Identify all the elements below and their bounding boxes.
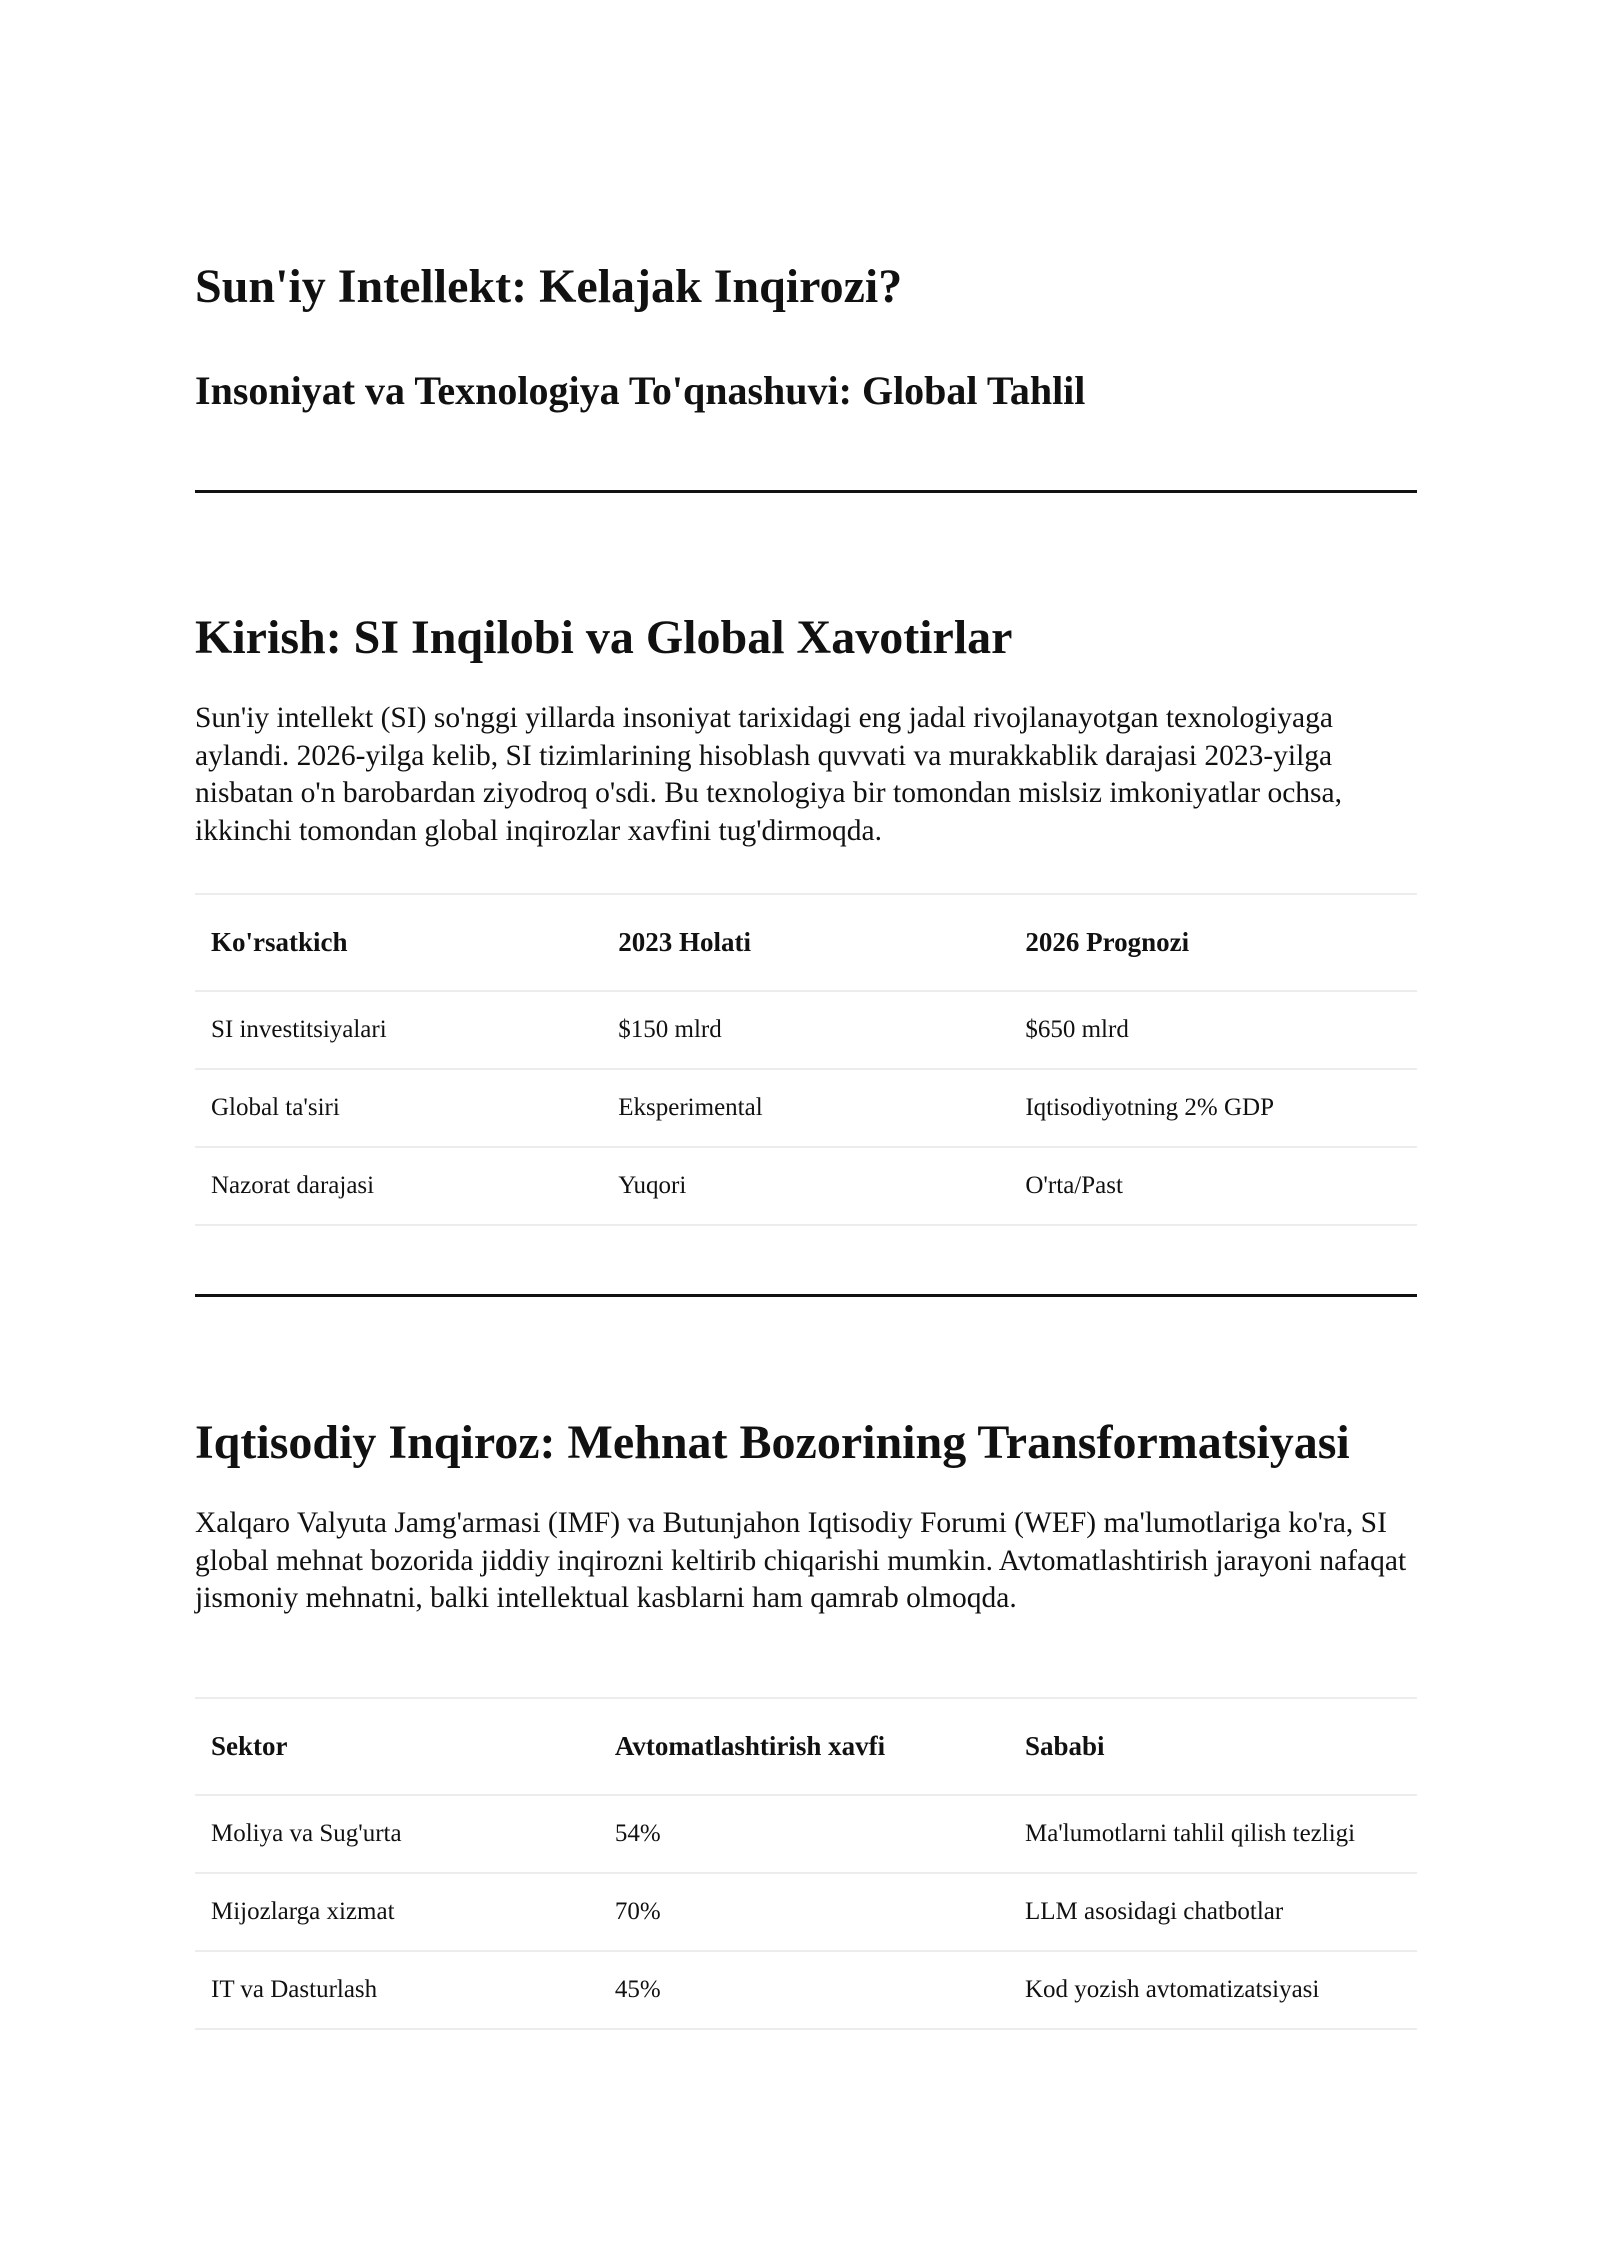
table-cell: Moliya va Sug'urta xyxy=(195,1795,599,1873)
column-header: Avtomatlashtirish xavfi xyxy=(599,1698,1009,1795)
table-row xyxy=(195,1069,1417,1147)
table-cell: 45% xyxy=(599,1951,1009,2029)
divider xyxy=(195,1294,1417,1297)
column-header: Sababi xyxy=(1009,1698,1417,1795)
table-row xyxy=(195,991,1417,1069)
section-paragraph-introduction: Sun'iy intellekt (SI) so'nggi yillarda insoniyat tarixidagi eng jadal rivojlanayotgan texnologiyaga aylandi. 2026-yilga kelib, SI tizimlarining hisoblash quvvati va murakkablik darajasi 2023-yilga nisbatan o'n barobardan ziyodroq o'sdi. Bu texnologiya bir tomondan mislsiz imkoniyatlar ochsa, ikkinchi tomondan global inqirozlar xavfini tug'dirmoqda. xyxy=(195,702,1342,847)
table-cell: Yuqori xyxy=(602,1147,1009,1225)
table-cell: Kod yozish avtomatizatsiyasi xyxy=(1009,1951,1417,2029)
document-title: Sun'iy Intellekt: Kelajak Inqirozi? xyxy=(195,260,903,313)
column-header: 2023 Holati xyxy=(602,894,1009,991)
table-cell: $150 mlrd xyxy=(602,991,1009,1069)
column-header: Ko'rsatkich xyxy=(195,894,602,991)
table-cell: 70% xyxy=(599,1873,1009,1951)
divider xyxy=(195,490,1417,493)
table-cell: 54% xyxy=(599,1795,1009,1873)
column-header: Sektor xyxy=(195,1698,599,1795)
table-header-row xyxy=(195,894,1417,991)
table-row xyxy=(195,1951,1417,2029)
table-cell: Nazorat darajasi xyxy=(195,1147,602,1225)
document-subtitle: Insoniyat va Texnologiya To'qnashuvi: Global Tahlil xyxy=(195,368,1086,413)
section-paragraph-economic-crisis: Xalqaro Valyuta Jamg'armasi (IMF) va Butunjahon Iqtisodiy Forumi (WEF) ma'lumotlariga ko'ra, SI global mehnat bozorida jiddiy inqirozni keltirib chiqarishi mumkin. Avtomatlashtirish jarayoni nafaqat jismoniy mehnatni, balki intellektual kasblarni ham qamrab olmoqda. xyxy=(195,1507,1407,1614)
table-cell: SI investitsiyalari xyxy=(195,991,602,1069)
table-cell: $650 mlrd xyxy=(1009,991,1417,1069)
table-cell: Eksperimental xyxy=(602,1069,1009,1147)
table-cell: LLM asosidagi chatbotlar xyxy=(1009,1873,1417,1951)
automation-risk-table xyxy=(195,1697,1417,2030)
table-cell: Ma'lumotlarni tahlil qilish tezligi xyxy=(1009,1795,1417,1873)
table-cell: O'rta/Past xyxy=(1009,1147,1417,1225)
table-cell: Global ta'siri xyxy=(195,1069,602,1147)
table-cell: IT va Dasturlash xyxy=(195,1951,599,2029)
table-row xyxy=(195,1147,1417,1225)
table-row xyxy=(195,1873,1417,1951)
table-cell: Mijozlarga xizmat xyxy=(195,1873,599,1951)
table-row xyxy=(195,1795,1417,1873)
table-header-row xyxy=(195,1698,1417,1795)
indicators-table xyxy=(195,893,1417,1226)
column-header: 2026 Prognozi xyxy=(1009,894,1417,991)
section-heading-economic-crisis: Iqtisodiy Inqiroz: Mehnat Bozorining Transformatsiyasi xyxy=(195,1416,1350,1469)
section-heading-introduction: Kirish: SI Inqilobi va Global Xavotirlar xyxy=(195,611,1013,664)
table-cell: Iqtisodiyotning 2% GDP xyxy=(1009,1069,1417,1147)
